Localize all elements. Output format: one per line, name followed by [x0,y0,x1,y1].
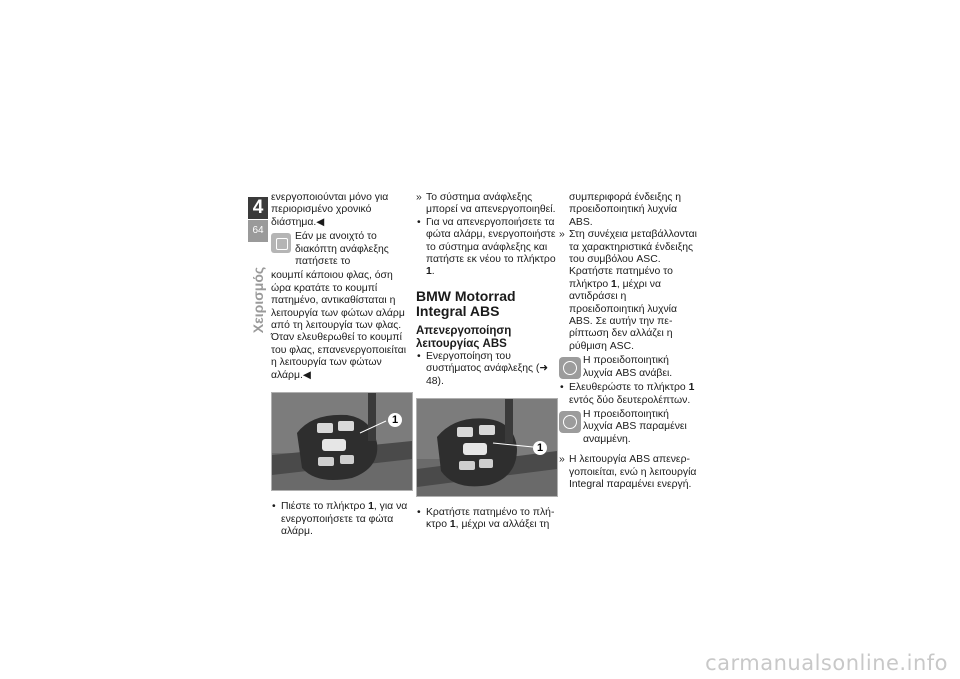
list-item [416,507,556,532]
key-label: 1 [688,382,695,394]
result-text: , μέχρι να αντιδράσει η προειδοποιητική λυχνία ABS. Σε αυτήν την περίπτωση δεν αλλάζει η ρύθμιση ASC. [569,278,677,352]
step-text: . [431,266,435,278]
warning-lamp-note [559,355,701,380]
list-item [416,217,556,279]
section-title: BMW Motorrad Integral ABS [416,287,516,319]
note-text: Η προειδοποιητική λυχνία ABS παραμένει αναμμένη. [583,408,687,445]
page-number: 64 [248,220,268,242]
result-item: » Η λειτουργία ABS απενεργοποιείται, ενώ η λειτουργία Integral παραμένει ενεργή. [559,454,701,491]
step-text: Κρατήστε πατημένο το πλήκτρο [426,507,555,531]
callout-label: 1 [533,441,547,455]
column-3 [559,192,701,491]
step-text: εντός δύο δευτερολέπτων. [569,394,691,406]
key-label: 1 [426,266,432,278]
note-text: Η προειδοποιητική λυχνία ABS ανάβει. [583,355,673,379]
step-text: , μέχρι να αλλάξει τη [455,519,550,531]
step-text: Για να απενεργοποιήσετε τα φώτα αλάρμ, ενεργοποιήστε το σύστημα ανάφλεξης και πατήστε εκ νέου το πλήκτρο [426,216,556,266]
key-label: 1 [611,278,617,290]
paragraph: συμπεριφορά ένδειξης η προειδοποιητική λυχνία ABS. [569,192,682,228]
handlebar-switch-photo [416,398,558,497]
abs-warning-lamp-icon [559,411,581,433]
chapter-side-label: Χειρισμός [250,266,266,334]
step-text: , για να ενεργοποιήσετε τα φώτα αλάρμ. [281,501,408,537]
handlebar-switch-photo [271,392,413,491]
note-icon [271,233,291,253]
abs-warning-lamp-icon [559,357,581,379]
key-label: 1 [368,501,374,513]
column-2 [416,192,556,532]
subsection-title: Απενεργοποίηση λειτουργίας ABS [416,324,512,350]
chapter-number-tab: 4 [248,197,268,219]
list-item [559,382,701,407]
result-text: Στη συνέχεια μεταβάλλονται τα χαρακτηριστικά ένδειξης του συμβόλου ASC. Κρατήστε πατημένο το πλήκτρο [569,229,697,290]
key-label: 1 [449,519,456,531]
list-item: • Ενεργοποίηση του συστήματος ανάφλεξης (➜ 48). [416,351,556,388]
result-item: » Το σύστημα ανάφλεξης μπορεί να απενεργοποιηθεί. [416,192,556,217]
note-text: Εάν με ανοιχτό το διακόπτη ανάφλεξης πατήσετε το [295,231,389,268]
paragraph: ενεργοποιούνται μόνο για περιορισμένο χρονικό διάστημα.◀ [271,192,389,228]
step-text: Ελευθερώστε το πλήκτρο [569,382,689,394]
callout-label: 1 [388,413,402,427]
result-item [559,229,701,353]
column-1 [271,192,411,538]
warning-lamp-note [559,409,701,446]
list-item [271,501,411,538]
step-text: Πιέστε το πλήκτρο [281,501,369,513]
paragraph: κουμπί κάποιου φλας, όση ώρα κρατάτε το κουμπί πατημένο, αντικαθίσταται η λειτουργία των φώτων αλάρμ από τη λειτουργία των φλας. Όταν ελευθερωθεί το κουμπί του φλας, επανενεργοποιείται η λειτουργία των φώτων αλάρμ.◀ [271,270,407,381]
handlebar-switch-illustration [272,393,412,490]
watermark: carmanualsonline.info [705,651,948,675]
note [271,231,411,268]
